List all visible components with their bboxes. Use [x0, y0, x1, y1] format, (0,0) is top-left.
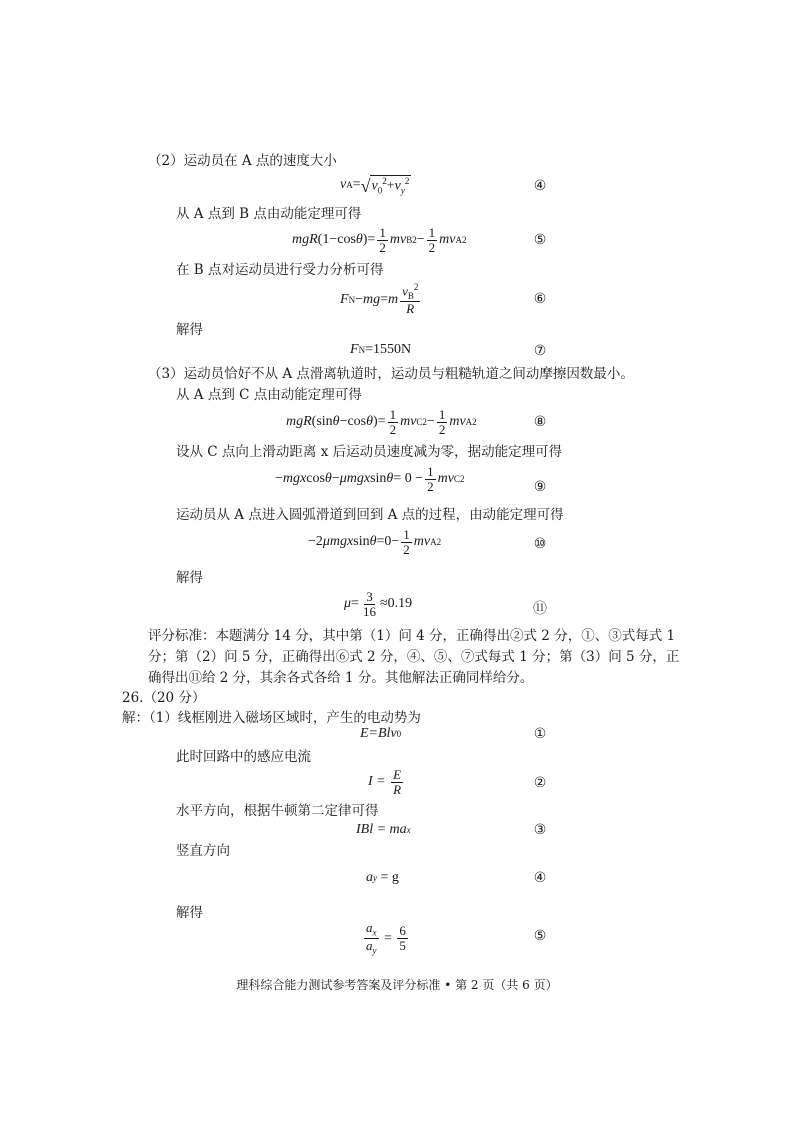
s3-jie: 解得 — [176, 570, 203, 586]
q26-line-1: 解：（1）线框刚进入磁场区域时，产生的电动势为 — [122, 710, 421, 726]
eq-energy-c: − mgx cos θ − μmgx sin θ = 0 − $\frac{1}{2}$ mv C 2 — [275, 464, 465, 494]
s2-text-b: 在 B 点对运动员进行受力分析可得 — [176, 262, 384, 278]
page-footer: 理科综合能力测试参考答案及评分标准 • 第 2 页（共 6 页） — [236, 978, 558, 992]
q26-line-3: 水平方向，根据牛顿第二定律可得 — [176, 803, 379, 819]
marker-1: ① — [533, 726, 547, 742]
marker-5b: ⑤ — [533, 928, 547, 944]
eq-newton-x: IBl = ma x — [356, 822, 411, 837]
marker-8: ⑧ — [533, 414, 547, 430]
marker-7a: ⑦ — [533, 343, 547, 359]
q26-line-4: 竖直方向 — [176, 843, 230, 859]
eq-energy-back: −2 μmgx sin θ =0− $\frac{1}{2}$ mv A 2 — [308, 527, 442, 557]
marker-9: ⑨ — [533, 479, 547, 495]
marker-10: ⑩ — [533, 536, 547, 552]
q26-line-2: 此时回路中的感应电流 — [176, 749, 311, 765]
eq-force-b: F N − mg = m $\frac{v_B^2}{R}$ — [340, 282, 419, 317]
eq-fn-result: F N =1550N — [350, 342, 412, 357]
marker-2: ② — [533, 775, 547, 791]
eq-mu-result: μ = $\frac{3}{16}$ ≈0.19 — [344, 589, 413, 619]
marker-4a: ④ — [533, 178, 547, 194]
grading-line-3: 确得出⑪给 2 分，其余各式各给 1 分。其他解法正确同样给分。 — [148, 670, 534, 686]
s3-text-ac: 从 A 点到 C 点由动能定理可得 — [176, 387, 362, 403]
eq-emf: E=Blv 0 — [360, 726, 402, 741]
s2-text-ab: 从 A 点到 B 点由动能定理可得 — [176, 206, 362, 222]
eq-energy-ac: mgR (sin θ −cos θ )= $\frac{1}{2}$ mv C 2 − $\frac{1}{2}$ mv A 2 — [286, 407, 477, 437]
marker-11: ⑪ — [533, 601, 547, 617]
q26-line-5: 解得 — [176, 905, 203, 921]
s2-heading: （2）运动员在 A 点的速度大小 — [148, 153, 337, 169]
marker-6a: ⑥ — [533, 291, 547, 307]
eq-ay: a y = g — [366, 870, 399, 885]
q26-heading: 26.（20 分） — [122, 690, 206, 706]
eq-current: I = $\frac{E}{R}$ — [368, 767, 402, 797]
grading-line-2: 分；第（2）问 5 分，正确得出⑥式 2 分，④、⑤、⑦式每式 1 分；第（3）问 5 分，正 — [148, 649, 680, 665]
eq-ratio: $\frac{a_x}{a_y}$ = $\frac{6}{5}$ — [366, 920, 406, 956]
s2-jie: 解得 — [176, 322, 203, 338]
s3-text-c: 设从 C 点向上滑动距离 x 后运动员速度减为零，据动能定理可得 — [176, 444, 563, 460]
marker-5a: ⑤ — [533, 232, 547, 248]
s3-text-back: 运动员从 A 点进入圆弧滑道到回到 A 点的过程，由动能定理可得 — [176, 507, 564, 523]
s3-heading: （3）运动员恰好不从 A 点滑离轨道时，运动员与粗糙轨道之间动摩擦因数最小。 — [148, 366, 634, 382]
grading-line-1: 评分标准：本题满分 14 分，其中第（1）问 4 分，正确得出②式 2 分，①、③式每式 1 — [148, 628, 676, 644]
eq-va: v A = √ $v_0^2+v_y^2$ — [340, 176, 410, 197]
marker-3: ③ — [533, 822, 547, 838]
eq-energy-ab: mgR (1−cos θ )= $\frac{1}{2}$ mv B 2 − $\frac{1}{2}$ mv A 2 — [292, 225, 467, 255]
marker-4b: ④ — [533, 870, 547, 886]
